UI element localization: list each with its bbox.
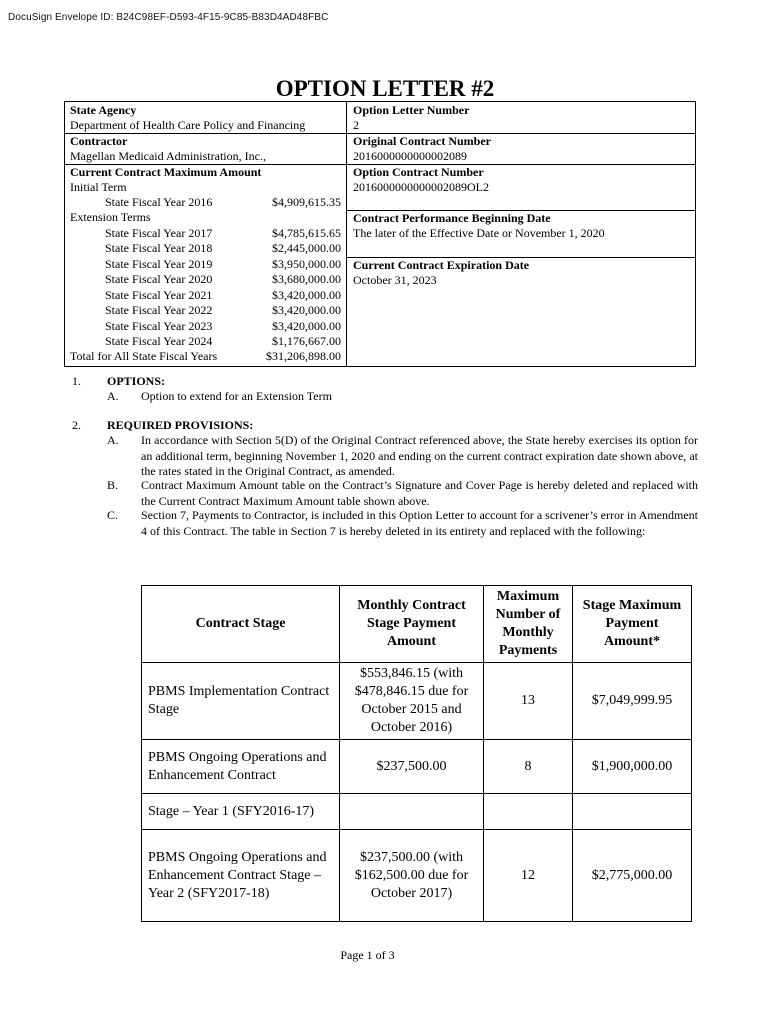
fiscal-year-label: State Fiscal Year 2021 (105, 288, 213, 302)
state-agency-label: State Agency (70, 103, 137, 117)
total-amount: $31,206,898.00 (266, 349, 341, 363)
fiscal-year-label: State Fiscal Year 2022 (105, 303, 213, 317)
payment-cell (340, 794, 484, 830)
max-cell (573, 794, 692, 830)
max-cell: $2,775,000.00 (573, 830, 692, 922)
fiscal-year-amount: $2,445,000.00 (272, 241, 341, 255)
initial-term-label: Initial Term (70, 180, 127, 194)
fiscal-year-label: State Fiscal Year 2023 (105, 319, 213, 333)
original-contract-value: 2016000000000002089 (353, 149, 467, 163)
table-row (142, 830, 692, 922)
stage-cell: PBMS Ongoing Operations and Enhancement Contract (142, 740, 340, 794)
contractor-value: Magellan Medicaid Administration, Inc., (70, 149, 266, 163)
fiscal-year-label: State Fiscal Year 2018 (105, 241, 213, 255)
table-header-row (142, 586, 692, 663)
payment-cell: $237,500.00 (340, 740, 484, 794)
table-row (142, 740, 692, 794)
column-divider (346, 102, 347, 366)
table-row (142, 794, 692, 830)
contractor-label: Contractor (70, 134, 128, 148)
item-letter: C. (107, 508, 119, 522)
envelope-id: DocuSign Envelope ID: B24C98EF-D593-4F15-9C85-B83D4AD48FBC (8, 12, 329, 23)
max-amount-label: Current Contract Maximum Amount (70, 165, 262, 179)
option-contract-label: Option Contract Number (353, 165, 484, 179)
expiration-date-value: October 31, 2023 (353, 273, 437, 287)
section-title-provisions: REQUIRED PROVISIONS: (107, 418, 254, 432)
fiscal-year-amount: $4,909,615.35 (272, 195, 341, 209)
payment-cell: $553,846.15 (with $478,846.15 due for October 2015 and October 2016) (340, 663, 484, 740)
stage-cell: PBMS Ongoing Operations and Enhancement Contract Stage – Year 2 (SFY2017-18) (142, 830, 340, 922)
max-cell: $7,049,999.95 (573, 663, 692, 740)
payment-cell: $237,500.00 (with $162,500.00 due for October 2017) (340, 830, 484, 922)
total-label: Total for All State Fiscal Years (70, 349, 218, 363)
item-letter: B. (107, 478, 119, 492)
payment-stage-table (141, 585, 692, 922)
header-contract-stage: Contract Stage (142, 586, 340, 663)
stage-cell: PBMS Implementation Contract Stage (142, 663, 340, 740)
fiscal-year-label: State Fiscal Year 2020 (105, 272, 213, 286)
stage-cell: Stage – Year 1 (SFY2016-17) (142, 794, 340, 830)
fiscal-year-label: State Fiscal Year 2017 (105, 226, 213, 240)
fiscal-year-label: State Fiscal Year 2016 (105, 195, 213, 209)
performance-date-value: The later of the Effective Date or November 1, 2020 (353, 226, 605, 240)
performance-date-label: Contract Performance Beginning Date (353, 211, 551, 225)
section-number: 1. (72, 374, 81, 388)
section-title-options: OPTIONS: (107, 374, 166, 388)
count-cell: 12 (484, 830, 573, 922)
option-number-label: Option Letter Number (353, 103, 470, 117)
option-item-text: Option to extend for an Extension Term (141, 389, 332, 403)
provision-b-text: Contract Maximum Amount table on the Contract’s Signature and Cover Page is hereby deleted and replaced with the Current Contract Maximum Amount table shown above. (141, 478, 698, 508)
page-footer: Page 1 of 3 (340, 948, 395, 962)
item-letter: A. (107, 389, 119, 403)
header-monthly-payment: Monthly Contract Stage Payment Amount (340, 586, 484, 663)
count-cell: 13 (484, 663, 573, 740)
table-row (142, 663, 692, 740)
fiscal-year-label: State Fiscal Year 2019 (105, 257, 213, 271)
extension-terms-label: Extension Terms (70, 210, 151, 224)
count-cell: 8 (484, 740, 573, 794)
header-max-payments: Maximum Number of Monthly Payments (484, 586, 573, 663)
fiscal-year-label: State Fiscal Year 2024 (105, 334, 213, 348)
header-stage-max: Stage Maximum Payment Amount* (573, 586, 692, 663)
max-cell: $1,900,000.00 (573, 740, 692, 794)
fiscal-year-amount: $3,420,000.00 (272, 319, 341, 333)
option-number-value: 2 (353, 118, 359, 132)
fiscal-year-amount: $3,420,000.00 (272, 303, 341, 317)
item-letter: A. (107, 433, 119, 447)
expiration-date-label: Current Contract Expiration Date (353, 258, 530, 272)
fiscal-year-amount: $3,950,000.00 (272, 257, 341, 271)
section-number: 2. (72, 418, 81, 432)
page-title: OPTION LETTER #2 (275, 76, 495, 101)
fiscal-year-amount: $4,785,615.65 (272, 226, 341, 240)
option-contract-value: 2016000000000002089OL2 (353, 180, 489, 194)
fiscal-year-amount: $3,680,000.00 (272, 272, 341, 286)
fiscal-year-amount: $1,176,667.00 (272, 334, 341, 348)
count-cell (484, 794, 573, 830)
original-contract-label: Original Contract Number (353, 134, 491, 148)
contract-info-box (64, 101, 696, 367)
state-agency-value: Department of Health Care Policy and Financing (70, 118, 306, 132)
provision-a-text: In accordance with Section 5(D) of the Original Contract referenced above, the State hereby exercises its option for an additional term, beginning November 1, 2020 and ending on the current contract expiration date shown above, at the rates stated in the Original Contract, as amended. (141, 433, 698, 478)
fiscal-year-amount: $3,420,000.00 (272, 288, 341, 302)
provision-c-text: Section 7, Payments to Contractor, is included in this Option Letter to account for a scrivener’s error in Amendment 4 of this Contract. The table in Section 7 is hereby deleted in its entirety and replaced with the following: (141, 508, 698, 538)
